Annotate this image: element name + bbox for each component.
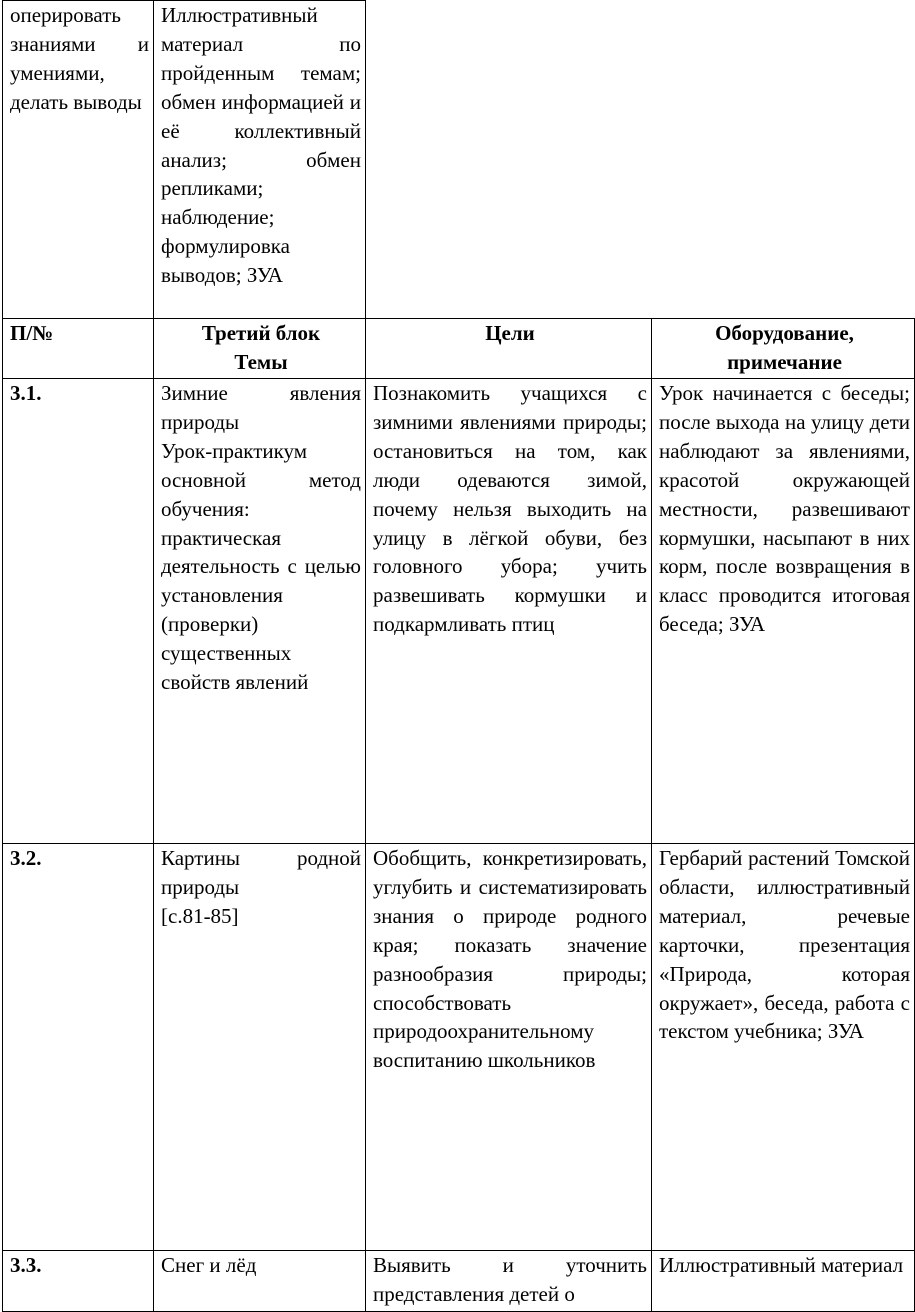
table-row [3,379,915,844]
header-goals: Цели [366,319,652,379]
table-row [3,844,915,1251]
continued-cell-methods: Иллюстративный материал по пройденным темам; обмен информацией и её коллективный анализ; обмен репликами; наблюдение; формулировка выводов; ЗУА [154,1,366,319]
lesson-plan-table [2,0,915,1312]
row-goals: Познакомить учащихся с зимними явлениями природы; остановиться на том, как люди одеваются зимой, почему нельзя выходить на улицу в лёгкой обуви, без головного убора; учить развешивать кормушки и подкармливать птиц [366,379,652,844]
theme-title: Снег и лёд [161,1253,257,1277]
header-equipment-line1: Оборудование, [715,321,854,345]
header-equipment-line2: примечание [727,349,842,374]
header-equipment [652,319,915,379]
row-equipment: Урок начинается с беседы; после выхода на улицу дети наблюдают за явлениями, красотой окружающей местности, развешивают кормушки, насыпают в них корм, после возвращения в класс проводится итоговая беседа; ЗУА [652,379,915,844]
row-theme [154,844,366,1251]
theme-title: Зимние явления природы [161,381,361,434]
row-number: 3.2. [3,844,154,1251]
row-goals: Выявить и уточнить представления детей о [366,1251,652,1312]
header-row [3,319,915,379]
table-row [3,1251,915,1312]
header-themes [154,319,366,379]
row-theme [154,379,366,844]
theme-pages: [с.81-85] [161,903,239,928]
continued-cell-skills: оперировать знаниями и умениями, делать выводы [3,1,154,319]
continued-row [3,1,915,319]
theme-title: Картины родной природы [161,846,361,899]
row-equipment: Иллюстративный материал [652,1251,915,1312]
header-themes-line2: Темы [234,349,288,374]
row-number: 3.1. [3,379,154,844]
theme-description: Урок-практикум основной метод обучения: практическая деятельность с целью установления (проверки) существенных свойств явлений [161,438,361,695]
header-num: П/№ [3,319,154,379]
header-themes-line1: Третий блок [201,321,321,345]
row-theme [154,1251,366,1312]
row-equipment: Гербарий растений Томской области, иллюстративный материал, речевые карточки, презентация «Природа, которая окружает», беседа, работа с текстом учебника; ЗУА [652,844,915,1251]
row-goals: Обобщить, конкретизировать, углубить и систематизировать знания о природе родного края; показать значение разнообразия природы; способствовать природоохранительному воспитанию школьников [366,844,652,1251]
row-number: 3.3. [3,1251,154,1312]
